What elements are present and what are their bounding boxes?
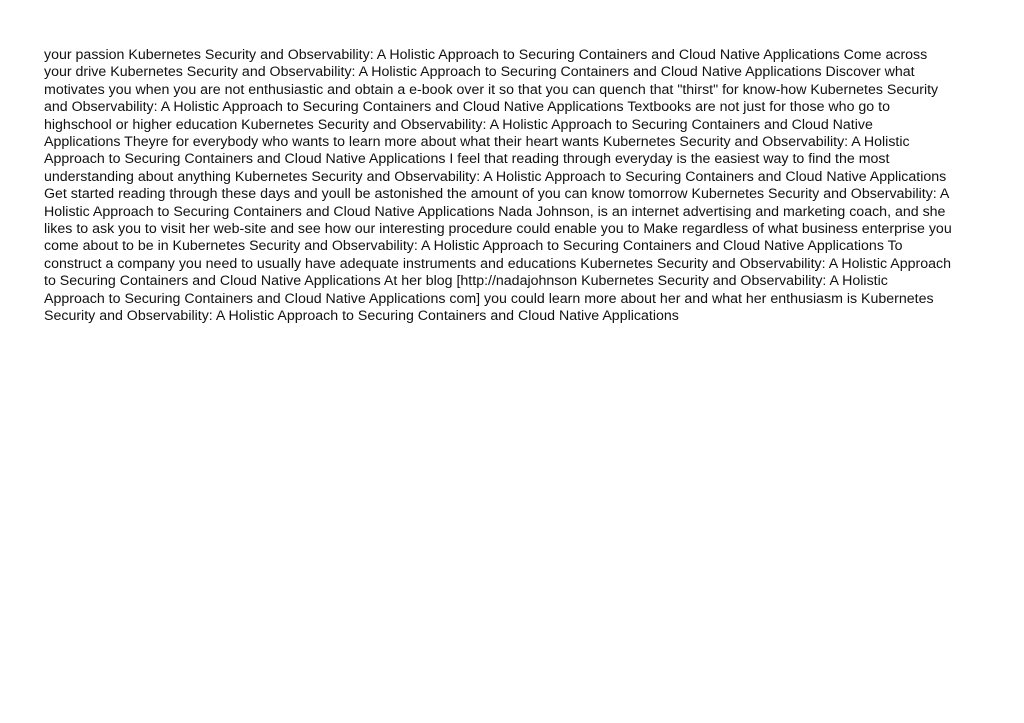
paragraph-line: Applications Theyre for everybody who wants to learn more about what their heart wants Kubernetes Security and Observability: A Holistic — [44, 134, 910, 151]
body-paragraph — [44, 47, 984, 326]
paragraph-line: likes to ask you to visit her web-site and see how our interesting procedure could enable you to Make regardless of what business enterprise you — [44, 221, 952, 238]
paragraph-line: your drive Kubernetes Security and Observability: A Holistic Approach to Securing Containers and Cloud Native Applications Discover what — [44, 64, 915, 81]
paragraph-line: Holistic Approach to Securing Containers and Cloud Native Applications Nada Johnson, is an internet advertising and marketing coach, and she — [44, 203, 946, 220]
paragraph-line: understanding about anything Kubernetes Security and Observability: A Holistic Approach to Securing Containers and Cloud Native Applications — [44, 168, 947, 185]
paragraph-line: your passion Kubernetes Security and Observability: A Holistic Approach to Securing Containers and Cloud Native Applications Come across — [44, 47, 928, 63]
paragraph-line: Get started reading through these days and youll be astonished the amount of you can know tomorrow Kubernetes Security and Observability: A — [44, 186, 950, 203]
paragraph-line: Approach to Securing Containers and Cloud Native Applications com] you could learn more about her and what her enthusiasm is Kubernetes — [44, 290, 934, 307]
paragraph-line: come about to be in Kubernetes Security and Observability: A Holistic Approach to Securing Containers and Cloud Native Applications To — [44, 238, 903, 255]
paragraph-line: and Observability: A Holistic Approach to Securing Containers and Cloud Native Applications Textbooks are not just for those who go to — [44, 99, 890, 116]
paragraph-line: Security and Observability: A Holistic Approach to Securing Containers and Cloud Native Applications — [44, 308, 679, 325]
paragraph-line: Approach to Securing Containers and Cloud Native Applications I feel that reading through everyday is the easiest way to find the most — [44, 151, 890, 168]
paragraph-line: motivates you when you are not enthusiastic and obtain a e-book over it so that you can quench that "thirst" for know-how Kubernetes Security — [44, 81, 939, 98]
paragraph-line: highschool or higher education Kubernetes Security and Observability: A Holistic Approach to Securing Containers and Cloud Native — [44, 116, 873, 133]
paragraph-line: construct a company you need to usually have adequate instruments and educations Kubernetes Security and Observability: A Holistic Approach — [44, 255, 951, 272]
paragraph-line: to Securing Containers and Cloud Native Applications At her blog [http://nadajohnson Kubernetes Security and Observability: A Holistic — [44, 273, 888, 290]
